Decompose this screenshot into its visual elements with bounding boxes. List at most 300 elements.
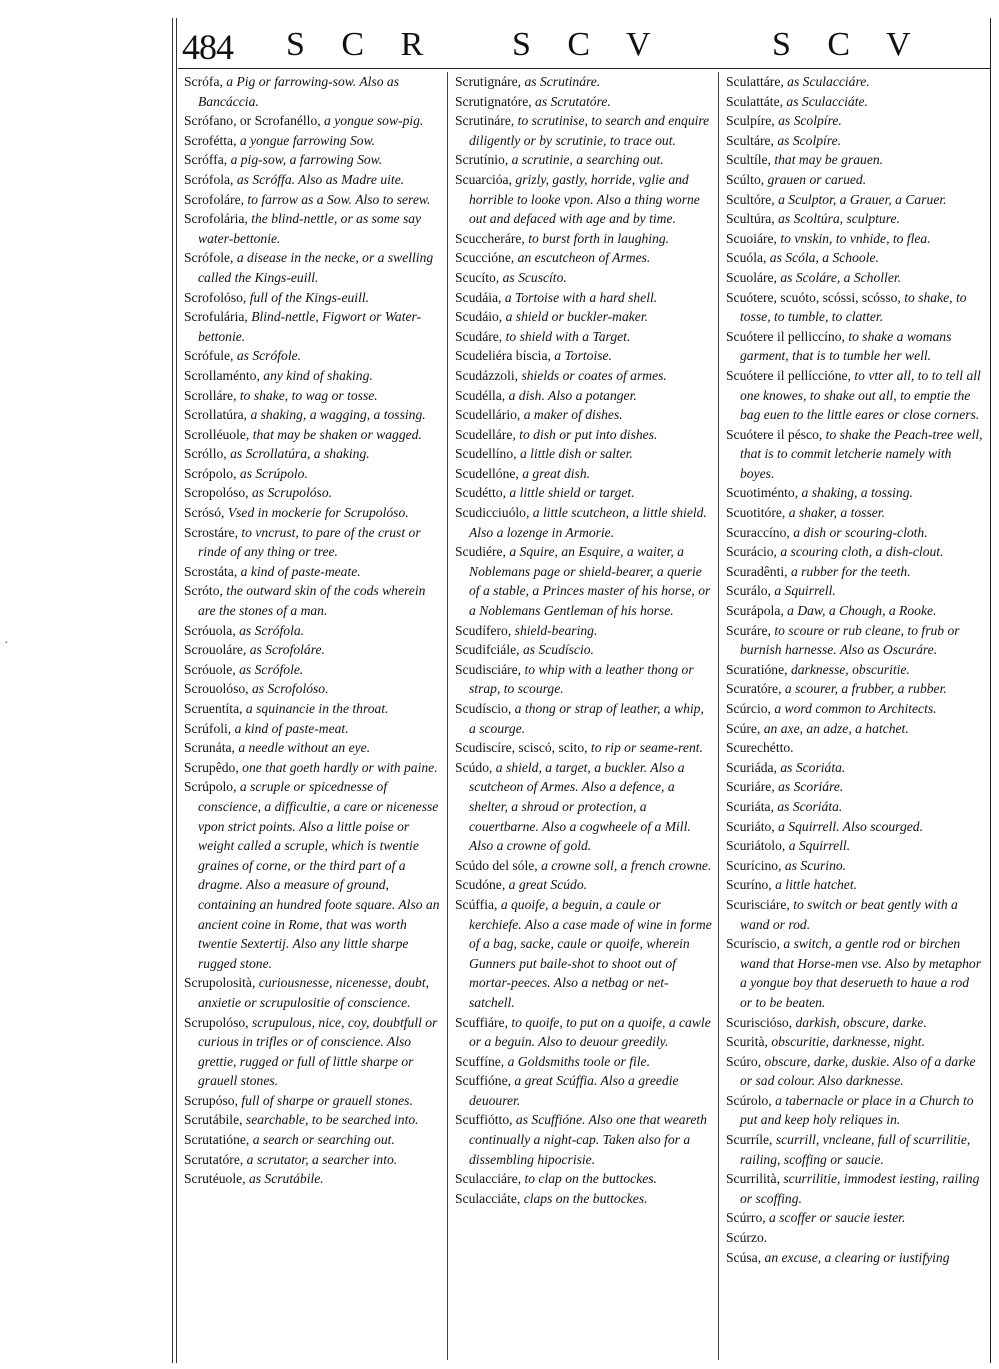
dictionary-entry <box>184 111 442 131</box>
entry-headword: Scrofolária, <box>184 211 252 227</box>
entry-definition: to shake, to tosse, to tumble, to clatter. <box>740 289 967 325</box>
entry-definition: to clap on the buttockes. <box>524 1171 657 1187</box>
dictionary-entry <box>455 405 713 425</box>
dictionary-entry <box>184 170 442 190</box>
entry-definition: as Scoltúra, sculpture. <box>778 211 900 227</box>
dictionary-entry <box>726 1032 984 1052</box>
dictionary-entry <box>184 346 442 366</box>
entry-headword: Scrutatóre, <box>184 1151 247 1167</box>
dictionary-entry <box>726 92 984 112</box>
entry-headword: Scuarcióa, <box>455 171 516 187</box>
entry-definition: Blind-nettle, Figwort or Water-bettonie. <box>198 309 422 344</box>
entry-definition: the blind-nettle, or as some say water-bettonie. <box>198 211 422 246</box>
entry-headword: Scrófano, or Scrofanéllo, <box>184 113 325 129</box>
dictionary-entry <box>726 1208 984 1228</box>
entry-headword: Scrutignatóre, <box>455 93 536 109</box>
dictionary-entry <box>184 719 442 739</box>
entry-headword: Scurálo, <box>726 583 775 599</box>
entry-definition: darkish, obscure, darke. <box>795 1014 927 1030</box>
entry-headword: Scrouolóso, <box>184 681 252 697</box>
entry-headword: Scrutináre, <box>455 113 518 129</box>
entry-definition: to dish or put into dishes. <box>519 426 658 442</box>
dictionary-entry <box>184 366 442 386</box>
entry-headword: Scuriátolo, <box>726 838 789 854</box>
entry-headword: Scurícino, <box>726 857 785 873</box>
entry-definition: a yongue farrowing Sow. <box>239 132 376 148</box>
entry-definition: a Squire, an Esquire, a waiter, a Noblemans page or shield-bearer, a querie of a stable, a Princes master of his horse, or a Noblemans Gentleman of his horse. <box>469 544 711 619</box>
entry-headword: Scuótere il pelliccíno, <box>726 328 849 344</box>
dictionary-entry <box>455 738 713 758</box>
dictionary-entry <box>184 150 442 170</box>
dictionary-entry <box>184 425 442 445</box>
entry-definition: to switch or beat gently with a wand or rod. <box>740 896 958 932</box>
dictionary-entry <box>726 562 984 582</box>
entry-definition: a Squirrell. <box>774 583 836 599</box>
entry-headword: Scrouoláre, <box>184 642 250 658</box>
entry-definition: as Sculacciáte. <box>786 93 868 109</box>
entry-headword: Scudétto, <box>455 485 510 501</box>
entry-definition: as Scóla, a Schoole. <box>769 250 879 266</box>
entry-definition: a pig-sow, a farrowing Sow. <box>230 152 383 168</box>
entry-headword: Scuratióne, <box>726 661 791 677</box>
entry-headword: Scudisciáre, <box>455 661 525 677</box>
entry-headword: Sculattáte, <box>726 93 787 109</box>
entry-headword: Scurrilità, <box>726 1171 784 1187</box>
entry-definition: that may be grauen. <box>774 152 884 168</box>
entry-definition: as Scudíscio. <box>522 642 594 658</box>
dictionary-entry <box>455 758 713 856</box>
dictionary-entry <box>455 621 713 641</box>
entry-definition: a dish or scouring-cloth. <box>793 524 928 540</box>
dictionary-entry <box>184 581 442 620</box>
entry-definition: to shake, to wag or tosse. <box>239 387 378 403</box>
entry-definition: a kind of paste-meat. <box>234 720 349 736</box>
dictionary-entry <box>726 1013 984 1033</box>
entry-headword: Scrunáta, <box>184 740 239 756</box>
entry-definition: to burst forth in laughing. <box>528 230 670 246</box>
entry-headword: Scrúpolo, <box>184 779 240 795</box>
entry-headword: Scúffia, <box>455 896 501 912</box>
entry-definition: grizly, gastly, horride, vglie and horrible to looke vpon. Also a thing worne out and defaced with age and by time. <box>469 171 700 227</box>
entry-headword: Scrutábile, <box>184 1112 246 1128</box>
entry-definition: a word common to Architects. <box>774 701 937 716</box>
entry-headword: Scrófole, <box>184 250 237 266</box>
entry-definition: a Pig or farrowing-sow. Also as Bancáccia. <box>198 74 399 109</box>
entry-headword: Scuráre, <box>726 622 775 638</box>
entry-definition: as Scrollatúra, a shaking. <box>230 446 370 462</box>
entry-headword: Scultóre, <box>726 191 779 207</box>
entry-headword: Scurísciо, <box>726 936 784 952</box>
dictionary-entry <box>455 895 713 1013</box>
entry-definition: scurrill, vncleane, full of scurrilitie, railing, scoffing or saucie. <box>740 1132 971 1167</box>
running-head-right: S C V <box>772 26 925 63</box>
entry-definition: claps on the buttockes. <box>523 1190 648 1206</box>
dictionary-entry <box>184 503 442 523</box>
entry-headword: Scuóla, <box>726 250 770 266</box>
left-margin-rule <box>172 18 173 1363</box>
entry-definition: to shake a womans garment, that is to tumble her well. <box>740 328 952 364</box>
entry-definition: a needle without an eye. <box>238 740 371 756</box>
entry-headword: Scúrcio, <box>726 701 775 716</box>
entry-headword: Scúdo, <box>455 759 496 775</box>
entry-headword: Scuríno, <box>726 877 776 893</box>
column-1 <box>184 72 442 1360</box>
entry-headword: Scrópolo, <box>184 465 240 481</box>
dictionary-entry <box>184 307 442 346</box>
entry-headword: Scrutínio, <box>455 152 512 168</box>
dictionary-entry <box>726 719 984 739</box>
dictionary-entry <box>455 1013 713 1052</box>
entry-definition: a kind of paste-meate. <box>240 563 361 579</box>
dictionary-entry <box>726 229 984 249</box>
entry-definition: to shield with a Target. <box>505 328 631 344</box>
entry-headword: Scuriáta, <box>726 798 778 814</box>
entry-definition: as Sculacciáre. <box>787 74 870 89</box>
entry-headword: Scúrro, <box>726 1210 770 1226</box>
dictionary-entry <box>184 758 442 778</box>
dictionary-entry <box>455 464 713 484</box>
entry-headword: Scúrolo, <box>726 1092 776 1108</box>
entry-headword: Scrostáre, <box>184 524 242 540</box>
entry-headword: Scudélla, <box>455 387 509 403</box>
dictionary-entry <box>184 738 442 758</box>
dictionary-entry <box>455 386 713 406</box>
entry-definition: full of the Kings-euill. <box>249 289 370 305</box>
dictionary-entry <box>184 444 442 464</box>
entry-headword: Scudellóne, <box>455 465 523 481</box>
entry-headword: Scrofétta, <box>184 132 240 148</box>
dictionary-entry <box>726 483 984 503</box>
entry-headword: Scrúfoli, <box>184 720 235 736</box>
entry-definition: grauen or carued. <box>767 171 867 187</box>
stray-mark: · <box>4 636 9 651</box>
dictionary-entry <box>184 1110 442 1130</box>
dictionary-entry <box>726 523 984 543</box>
dictionary-entry <box>184 1150 442 1170</box>
entry-definition: a quoife, a beguin, a caule or kerchiefe. Also a case made of wine in forme of a bag, sacke, caule or quoife, wherein Gunners put baile-shot to shoot out of mortar-peeces. Also a netbag or net-satchell. <box>469 896 712 1010</box>
dictionary-entry <box>726 621 984 660</box>
entry-definition: scrupulous, nice, coy, doubtfull or curious in trifles or of conscience. Also grettie, rugged or full of little sharpe or grauell stones. <box>198 1014 438 1089</box>
entry-headword: Scudeliéra bíscia, <box>455 348 555 364</box>
dictionary-entry <box>184 699 442 719</box>
entry-headword: Scróuole, <box>184 661 240 677</box>
dictionary-entry <box>184 386 442 406</box>
entry-headword: Scrupolosità, <box>184 975 259 991</box>
entry-definition: a disease in the necke, or a swelling called the Kings-euill. <box>198 250 434 285</box>
dictionary-entry <box>184 523 442 562</box>
entry-headword: Scuccheráre, <box>455 230 529 246</box>
entry-headword: Scudellário, <box>455 407 524 423</box>
entry-definition: as Scrófola. <box>239 622 305 638</box>
entry-headword: Scúrzo. <box>726 1230 768 1246</box>
entry-definition: an excuse, a clearing or iustifying <box>764 1249 950 1265</box>
entry-headword: Scuffiáre, <box>455 1014 512 1030</box>
entry-definition: as Scoriáta. <box>777 798 843 814</box>
entry-definition: to shake the Peach-tree well, that is to commit letcherie namely with boyes. <box>740 426 983 481</box>
entry-headword: Scurisciáre, <box>726 896 794 912</box>
page-header <box>178 18 990 69</box>
dictionary-entry <box>726 836 984 856</box>
dictionary-entry <box>726 679 984 699</box>
dictionary-entry <box>726 699 984 719</box>
entry-headword: Scuffíne, <box>455 1053 508 1069</box>
entry-definition: a little dish or salter. <box>519 446 633 462</box>
dictionary-entry <box>726 660 984 680</box>
dictionary-entry <box>184 1169 442 1189</box>
entry-headword: Scrollaménto, <box>184 367 264 383</box>
entry-headword: Scurità, <box>726 1034 772 1050</box>
entry-definition: as Scrófole. <box>239 661 304 677</box>
entry-headword: Scuraccíno, <box>726 524 794 540</box>
entry-definition: to vncrust, to pare of the crust or rinde of any thing or tree. <box>198 524 421 560</box>
entry-headword: Scuffiótto, <box>455 1112 516 1128</box>
left-margin-rule-inner <box>176 18 177 1363</box>
entry-headword: Scudiére, <box>455 544 510 560</box>
entry-headword: Scudífero, <box>455 622 515 638</box>
entry-headword: Scurisciósо, <box>726 1014 796 1030</box>
dictionary-entry <box>455 288 713 308</box>
entry-definition: a scourer, a frubber, a rubber. <box>784 681 947 697</box>
entry-headword: Scuriáto, <box>726 818 779 834</box>
entry-definition: a little shield or target. <box>509 485 635 501</box>
dictionary-entry <box>455 483 713 503</box>
entry-definition: a search or searching out. <box>252 1132 395 1148</box>
entry-headword: Sculpíre, <box>726 113 779 129</box>
dictionary-entry <box>184 464 442 484</box>
entry-headword: Sculacciáre, <box>455 1171 525 1187</box>
dictionary-entry <box>455 1169 713 1189</box>
entry-headword: Scrutatióne, <box>184 1132 253 1148</box>
entry-definition: as Scrutináre. <box>524 74 601 89</box>
dictionary-entry <box>726 542 984 562</box>
entry-headword: Scuffióne, <box>455 1073 515 1089</box>
dictionary-entry <box>184 72 442 111</box>
dictionary-entry <box>726 111 984 131</box>
entry-headword: Scurechétto. <box>726 740 794 756</box>
entry-definition: as Scoláre, a Scholler. <box>780 269 902 285</box>
entry-headword: Scudifciále, <box>455 642 523 658</box>
dictionary-entry <box>726 209 984 229</box>
dictionary-entry <box>455 229 713 249</box>
entry-definition: to quoife, to put on a quoife, a cawle or a beguin. Also to deuour greedily. <box>469 1014 711 1050</box>
entry-definition: a dish. Also a potanger. <box>508 387 637 403</box>
dictionary-entry <box>184 190 442 210</box>
entry-definition: as Scróffa. Also as Madre uite. <box>236 171 405 187</box>
entry-definition: a shield, a target, a buckler. Also a scutcheon of Armes. Also a defence, a shelter, a shroud or protection, a couertbarne. Also a cogwheele of a Mill. Also a crowne of gold. <box>469 759 691 854</box>
dictionary-entry <box>455 660 713 699</box>
dictionary-entry <box>184 973 442 1012</box>
entry-definition: a little scutcheon, a little shield. Also a lozenge in Armorie. <box>469 505 707 540</box>
entry-headword: Scultáre, <box>726 132 778 148</box>
entry-headword: Scudicciuólo, <box>455 505 533 521</box>
entry-definition: a little hatchet. <box>775 877 858 893</box>
dictionary-entry <box>726 601 984 621</box>
entry-definition: as Scrófole. <box>236 348 302 364</box>
entry-headword: Scucíto, <box>455 269 503 285</box>
entry-definition: to farrow as a Sow. Also to serew. <box>247 191 431 207</box>
entry-headword: Scrófola, <box>184 171 237 187</box>
dictionary-entry <box>455 1189 713 1209</box>
entry-definition: a shaking, a wagging, a tossing. <box>250 407 426 423</box>
dictionary-entry <box>455 92 713 112</box>
entry-definition: as Scolpíre. <box>778 113 842 129</box>
dictionary-entry <box>184 209 442 248</box>
entry-headword: Scróto, <box>184 583 227 599</box>
dictionary-entry <box>184 679 442 699</box>
entry-definition: as Scrutábile. <box>248 1171 324 1187</box>
entry-definition: a thong or strap of leather, a whip, a scourge. <box>469 701 704 736</box>
dictionary-entry <box>726 1248 984 1268</box>
dictionary-entry <box>726 797 984 817</box>
entry-definition: as Scrofolóso. <box>251 681 329 697</box>
running-head-left: S C R <box>286 26 438 63</box>
entry-definition: a Daw, a Chough, a Rooke. <box>787 603 937 619</box>
dictionary-entry <box>455 856 713 876</box>
dictionary-entry <box>726 288 984 327</box>
entry-definition: as Scoriáre. <box>778 779 844 795</box>
entry-headword: Scrutéuole, <box>184 1171 249 1187</box>
dictionary-entry <box>455 307 713 327</box>
entry-definition: to rip or seame-rent. <box>590 740 703 756</box>
entry-headword: Scudázzoli, <box>455 367 522 383</box>
dictionary-entry <box>184 562 442 582</box>
dictionary-entry <box>184 248 442 287</box>
entry-headword: Scróffa, <box>184 152 231 168</box>
dictionary-entry <box>184 660 442 680</box>
dictionary-entry <box>726 150 984 170</box>
dictionary-entry <box>184 1091 442 1111</box>
dictionary-entry <box>184 777 442 973</box>
entry-headword: Scrofulária, <box>184 309 252 325</box>
column-divider-2 <box>718 72 719 1360</box>
entry-headword: Scudíscio, <box>455 701 515 716</box>
entry-definition: darknesse, obscuritie. <box>790 661 910 677</box>
entry-headword: Scróuola, <box>184 622 240 638</box>
dictionary-entry <box>455 170 713 229</box>
dictionary-entry <box>184 483 442 503</box>
entry-definition: as Scuffióne. Also one that weareth continually a night-cap. Taken also for a dissembling hipocrisie. <box>469 1112 707 1167</box>
dictionary-entry <box>726 581 984 601</box>
dictionary-entry <box>726 327 984 366</box>
entry-headword: Scrupêdo, <box>184 759 243 775</box>
entry-headword: Scrofoláre, <box>184 191 248 207</box>
entry-headword: Scurápola, <box>726 603 788 619</box>
entry-definition: a squinancie in the throat. <box>245 701 389 716</box>
dictionary-entry <box>726 1228 984 1248</box>
page-number: 484 <box>182 27 233 67</box>
entry-definition: as Scolpíre. <box>777 132 842 148</box>
entry-headword: Scrutignáre, <box>455 74 525 89</box>
entry-definition: a rubber for the teeth. <box>790 563 911 579</box>
dictionary-entry <box>455 1071 713 1110</box>
entry-definition: as Scrutatóre. <box>535 93 611 109</box>
dictionary-entry <box>455 366 713 386</box>
entry-definition: a great Scúdo. <box>508 877 588 893</box>
entry-definition: a scoffer or saucie iester. <box>769 1210 906 1226</box>
entry-definition: a shaking, a tossing. <box>801 485 913 501</box>
entry-headword: Scurácio, <box>726 544 781 560</box>
entry-definition: a shaker, a tosser. <box>788 505 885 521</box>
entry-headword: Scudáio, <box>455 309 506 325</box>
entry-definition: to vtter all, to to tell all one knowes, to shake out all, to emptie the bag euen to the little eares or close corners. <box>740 367 981 423</box>
dictionary-entry <box>455 699 713 738</box>
dictionary-entry <box>455 1052 713 1072</box>
entry-headword: Scuccióne, <box>455 250 518 266</box>
entry-headword: Scúlto, <box>726 171 768 187</box>
entry-definition: a Squirrell. Also scourged. <box>778 818 923 834</box>
entry-definition: Vsed in mockerie for Scrupolóso. <box>227 505 409 521</box>
dictionary-entry <box>184 131 442 151</box>
entry-headword: Scrollatúra, <box>184 407 251 423</box>
entry-headword: Sculattáre, <box>726 74 788 89</box>
dictionary-entry <box>726 895 984 934</box>
entry-headword: Scúsa, <box>726 1249 765 1265</box>
dictionary-entry <box>455 268 713 288</box>
entry-headword: Scúre, <box>726 720 764 736</box>
entry-definition: full of sharpe or grauell stones. <box>241 1092 413 1108</box>
entry-headword: Scuótere il pésco, <box>726 426 826 442</box>
dictionary-entry <box>726 503 984 523</box>
entry-definition: to scrutinise, to search and enquire diligently or by scrutinie, to trace out. <box>469 113 710 148</box>
entry-definition: a shield or buckler-maker. <box>505 309 649 325</box>
entry-definition: a scruple or spicednesse of conscience, a difficultie, a care or nicenesse vpon strict points. Also a little poise or weight called a scruple, which is twentie graines of corne, or the third part of a dragme. Also a measure of ground, containing an hundred foote square. Also an ancient coine in Rome, that was worth twentie Sextertij. Also any little sharpe rugged stone. <box>198 779 440 971</box>
entry-headword: Scudáre, <box>455 328 506 344</box>
column-3 <box>726 72 984 1360</box>
dictionary-entry <box>726 738 984 758</box>
dictionary-entry <box>726 72 984 92</box>
entry-headword: Scúdo del sóle, <box>455 857 542 873</box>
dictionary-entry <box>726 875 984 895</box>
entry-definition: a great dish. <box>522 465 591 481</box>
entry-definition: obscuritie, darknesse, night. <box>771 1034 925 1050</box>
entry-definition: an axe, an adze, a hatchet. <box>763 720 909 736</box>
entry-definition: a Tortoise. <box>554 348 612 364</box>
dictionary-entry <box>455 503 713 542</box>
dictionary-entry <box>726 131 984 151</box>
entry-headword: Sculacciáte, <box>455 1190 524 1206</box>
dictionary-entry <box>726 1091 984 1130</box>
entry-definition: to vnskin, to vnhide, to flea. <box>780 230 931 246</box>
dictionary-entry <box>726 934 984 1012</box>
dictionary-entry <box>455 425 713 445</box>
entry-definition: a tabernacle or place in a Church to put and keep holy reliques in. <box>740 1092 974 1128</box>
dictionary-entry <box>726 856 984 876</box>
entry-headword: Scudóne, <box>455 877 509 893</box>
entry-definition: any kind of shaking. <box>263 367 373 383</box>
column-divider-1 <box>447 72 448 1360</box>
entry-headword: Scuótere il pellíccióne, <box>726 367 855 383</box>
dictionary-entry <box>455 111 713 150</box>
entry-headword: Scrupolóso, <box>184 1014 252 1030</box>
column-2 <box>455 72 713 1360</box>
entry-headword: Scróllo, <box>184 446 231 462</box>
entry-definition: scurrilitie, immodest iesting, railing or scoffing. <box>740 1171 980 1206</box>
dictionary-entry <box>184 1130 442 1150</box>
dictionary-entry <box>726 366 984 425</box>
entry-headword: Scudellíno, <box>455 446 520 462</box>
entry-headword: Scrupóso, <box>184 1092 242 1108</box>
dictionary-entry <box>455 542 713 620</box>
entry-definition: to whip with a leather thong or strap, to scourge. <box>469 661 694 697</box>
dictionary-entry <box>455 875 713 895</box>
dictionary-entry <box>455 346 713 366</box>
right-margin-rule <box>990 18 991 1363</box>
entry-definition: a Squirrell. <box>788 838 851 854</box>
entry-definition: a scrutator, a searcher into. <box>246 1151 398 1167</box>
entry-headword: Scrófule, <box>184 348 237 364</box>
dictionary-entry <box>726 1130 984 1169</box>
entry-headword: Scuriáda, <box>726 759 781 775</box>
